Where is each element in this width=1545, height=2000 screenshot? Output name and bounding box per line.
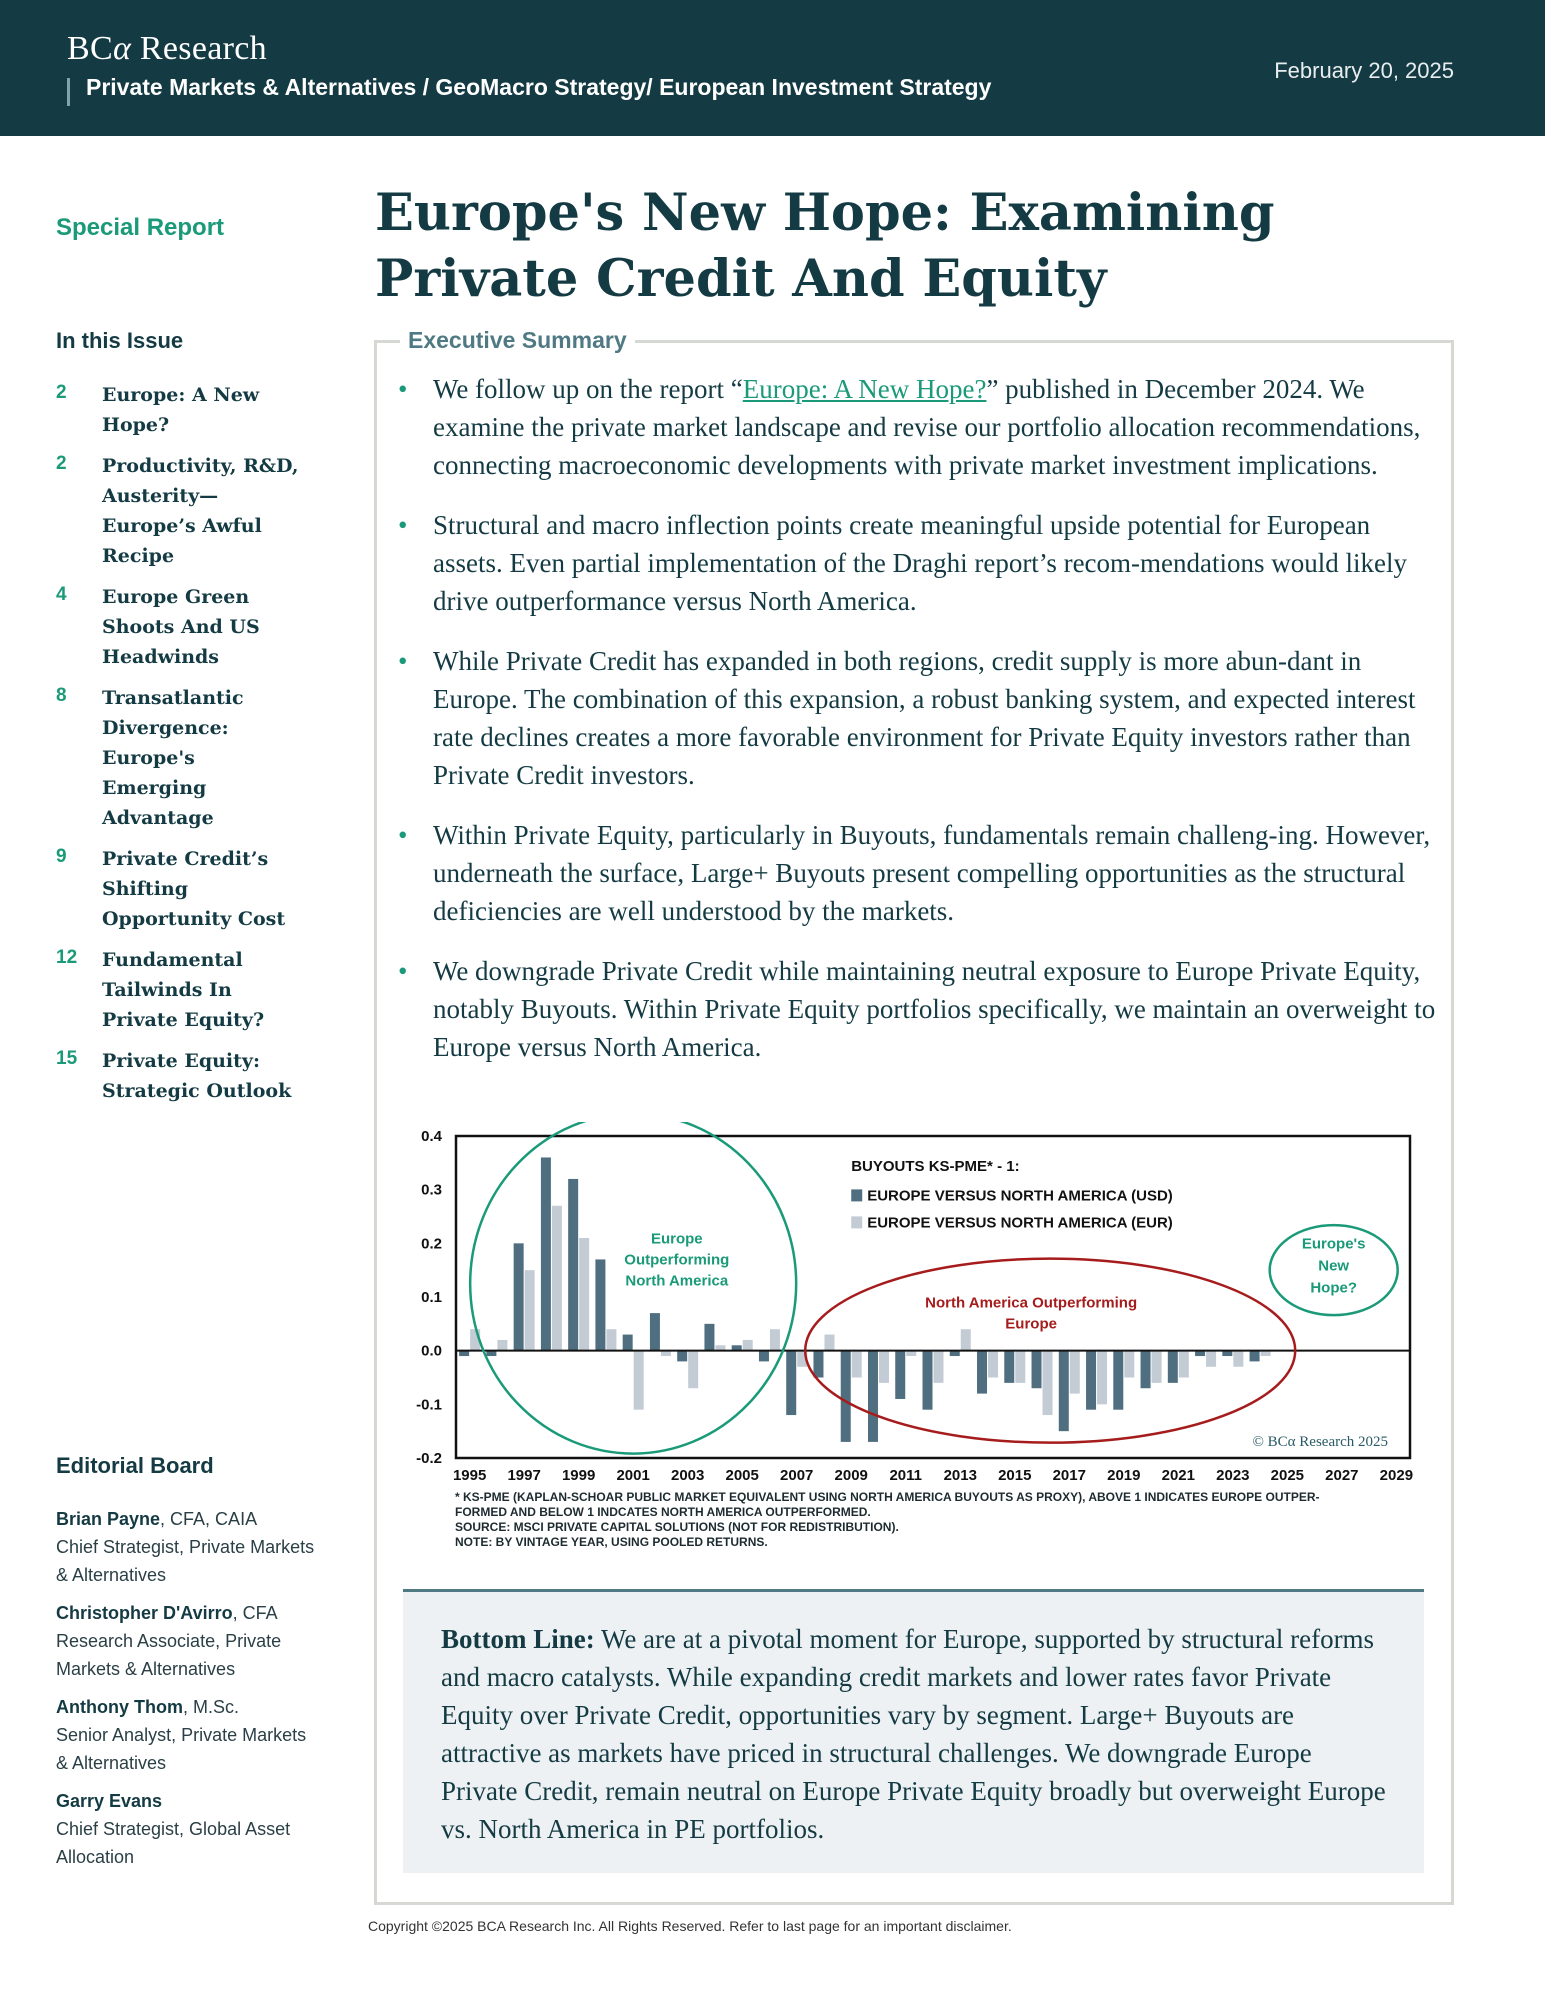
bar	[514, 1243, 524, 1350]
y-tick-label: 0.3	[421, 1181, 442, 1199]
bar	[552, 1206, 562, 1351]
bar	[770, 1329, 780, 1350]
hope-annotation: Hope?	[1310, 1279, 1358, 1297]
bar	[1059, 1351, 1069, 1432]
legend-entry: EUROPE VERSUS NORTH AMERICA (USD)	[867, 1187, 1173, 1205]
breadcrumb: Private Markets & Alternatives / GeoMacro Strategy/ European Investment Strategy	[86, 74, 992, 100]
toc-item[interactable]	[56, 451, 316, 571]
x-tick-label: 2001	[616, 1467, 650, 1484]
europe-annotation: North America	[625, 1272, 729, 1290]
member-role: Senior Analyst, Private Markets & Alternatives	[56, 1725, 307, 1773]
x-tick-label: 2015	[998, 1467, 1032, 1484]
bar	[1015, 1351, 1025, 1383]
toc-label: Europe Green Shoots And US Headwinds	[102, 586, 260, 668]
bar	[1250, 1351, 1260, 1362]
toc-item[interactable]	[56, 380, 316, 440]
copyright-notice: Copyright ©2025 BCA Research Inc. All Rights Reserved. Refer to last page for an important disclaimer.	[368, 1918, 1012, 1934]
summary-bullet: • Structural and macro inflection points create meaningful upside potential for European assets. Even partial implementation of the Draghi report’s recom-mendations would likely drive outperformance versus North America.	[398, 506, 1438, 620]
bar	[497, 1340, 507, 1351]
x-tick-label: 2013	[943, 1467, 977, 1484]
bar	[1124, 1351, 1134, 1378]
bar	[634, 1351, 644, 1410]
board-member	[56, 1787, 316, 1871]
bar	[1168, 1351, 1178, 1383]
x-tick-label: 2019	[1107, 1467, 1141, 1484]
x-tick-label: 2007	[780, 1467, 814, 1484]
x-tick-label: 2025	[1270, 1467, 1305, 1484]
x-tick-label: 2017	[1052, 1467, 1086, 1484]
executive-summary-heading: Executive Summary	[400, 327, 635, 354]
bottom-line-box	[403, 1589, 1424, 1873]
x-tick-label: 2029	[1379, 1467, 1414, 1484]
toc-label: Europe: A New Hope?	[102, 384, 260, 436]
member-credentials: , CFA	[232, 1603, 278, 1623]
bar	[1152, 1351, 1162, 1383]
toc-label: Productivity, R&D, Austerity—Europe’s Awful Recipe	[102, 455, 299, 567]
editorial-board	[56, 1505, 316, 1881]
toc-label: Fundamental Tailwinds In Private Equity?	[102, 949, 265, 1031]
chart-note: * KS-PME (KAPLAN-SCHOAR PUBLIC MARKET EQUIVALENT USING NORTH AMERICA BUYOUTS AS PROXY), ABOVE 1 INDICATES EUROPE OUTPER-	[455, 1490, 1320, 1504]
toc-label: Private Equity: Strategic Outlook	[102, 1050, 292, 1102]
chart-note: SOURCE: MSCI PRIVATE CAPITAL SOLUTIONS (NOT FOR REDISTRIBUTION).	[455, 1520, 899, 1534]
y-tick-label: -0.1	[416, 1396, 442, 1414]
toc-item[interactable]	[56, 683, 316, 833]
toc-page: 9	[56, 846, 67, 867]
toc-page: 2	[56, 382, 67, 403]
bar	[1206, 1351, 1216, 1367]
chart-note: NOTE: BY VINTAGE YEAR, USING POOLED RETURNS.	[455, 1535, 768, 1549]
bar	[813, 1351, 823, 1378]
board-member	[56, 1693, 316, 1777]
x-tick-label: 2011	[889, 1467, 923, 1484]
bar	[977, 1351, 987, 1394]
toc-page: 4	[56, 584, 67, 605]
page-header	[0, 0, 1545, 136]
member-name: Garry Evans	[56, 1791, 163, 1811]
toc-item[interactable]	[56, 844, 316, 934]
toc-page: 8	[56, 685, 67, 706]
bar	[1179, 1351, 1189, 1378]
bar	[1070, 1351, 1080, 1394]
x-tick-label: 1995	[452, 1467, 487, 1484]
bar	[1086, 1351, 1096, 1410]
summary-bullets	[398, 370, 1438, 1088]
member-role: Research Associate, Private Markets & Alternatives	[56, 1631, 282, 1679]
publication-date: February 20, 2025	[1274, 58, 1454, 83]
bar	[579, 1238, 589, 1351]
bar	[934, 1351, 944, 1383]
toc-page: 2	[56, 453, 67, 474]
toc-label: Transatlantic Divergence: Europe's Emerging Advantage	[102, 687, 244, 829]
toc-page: 15	[56, 1048, 78, 1069]
editorial-board-heading: Editorial Board	[56, 1453, 214, 1478]
bar	[1043, 1351, 1053, 1415]
hope-annotation: New	[1318, 1257, 1350, 1275]
bar	[623, 1335, 633, 1351]
x-tick-label: 2005	[725, 1467, 759, 1484]
legend-title: BUYOUTS KS-PME* - 1:	[851, 1157, 1020, 1175]
board-member	[56, 1599, 316, 1683]
hope-annotation: Europe's	[1301, 1235, 1366, 1253]
member-role: Chief Strategist, Global Asset Allocation	[56, 1819, 291, 1867]
bar	[1032, 1351, 1042, 1389]
toc-label: Private Credit’s Shifting Opportunity Cost	[102, 848, 286, 930]
toc-heading: In this Issue	[56, 328, 184, 353]
y-tick-label: 0.2	[421, 1235, 442, 1253]
x-tick-label: 2027	[1325, 1467, 1359, 1484]
bca-logo: BCα Research	[67, 30, 267, 67]
member-role: Chief Strategist, Private Markets & Alternatives	[56, 1537, 315, 1585]
bar	[1113, 1351, 1123, 1410]
y-tick-label: 0.4	[421, 1128, 442, 1145]
bullet-marker: •	[398, 820, 408, 850]
toc-item[interactable]	[56, 945, 316, 1035]
bar	[1233, 1351, 1243, 1367]
bar	[895, 1351, 905, 1399]
legend-swatch	[851, 1189, 862, 1201]
chart-watermark: © BCα Research 2025	[1252, 1434, 1388, 1450]
y-tick-label: 0.0	[421, 1342, 442, 1360]
bar	[688, 1351, 698, 1389]
summary-bullet: • While Private Credit has expanded in both regions, credit supply is more abun-dant in Europe. The combination of this expansion, a robust banking system, and expected interest rate declines creates a more favorable environment for Private Equity investors rather than Private Credit investors.	[398, 642, 1438, 794]
bar	[541, 1157, 551, 1350]
bullet-marker: •	[398, 510, 408, 540]
bar	[743, 1340, 753, 1351]
x-tick-label: 2009	[834, 1467, 868, 1484]
bar	[961, 1329, 971, 1350]
bar	[595, 1259, 605, 1350]
breadcrumb-divider	[67, 78, 70, 106]
bar	[606, 1329, 616, 1350]
bar	[759, 1351, 769, 1362]
legend-entry: EUROPE VERSUS NORTH AMERICA (EUR)	[867, 1214, 1173, 1232]
bar	[677, 1351, 687, 1362]
x-tick-label: 2003	[670, 1467, 705, 1484]
chart-note: FORMED AND BELOW 1 INDCATES NORTH AMERICA OUTPERFORMED.	[455, 1505, 871, 1519]
toc-item[interactable]	[56, 582, 316, 672]
y-tick-label: 0.1	[421, 1289, 442, 1306]
page-title: Europe's New Hope: Examining Private Credit And Equity	[375, 183, 1275, 309]
table-of-contents	[56, 380, 316, 1117]
bar	[786, 1351, 796, 1415]
x-tick-label: 1997	[507, 1467, 541, 1484]
bar	[868, 1351, 878, 1442]
bar	[568, 1179, 578, 1351]
bottom-line-label: Bottom Line:	[441, 1624, 595, 1654]
bar	[1097, 1351, 1107, 1405]
report-link[interactable]: Europe: A New Hope?	[742, 374, 987, 404]
europe-annotation: Outperforming	[624, 1251, 730, 1269]
y-tick-label: -0.2	[416, 1450, 442, 1467]
board-member	[56, 1505, 316, 1589]
member-name: Brian Payne	[56, 1509, 161, 1529]
bar	[1141, 1351, 1151, 1389]
member-credentials: , CFA, CAIA	[160, 1509, 258, 1529]
bar	[841, 1351, 851, 1442]
toc-page: 12	[56, 947, 78, 968]
member-name: Anthony Thom	[56, 1697, 183, 1717]
bar	[824, 1335, 834, 1351]
summary-bullet: • Within Private Equity, particularly in Buyouts, fundamentals remain challeng-ing. However, underneath the surface, Large+ Buyouts present compelling opportunities as the structural deficiencies are well understood by the markets.	[398, 816, 1438, 930]
summary-bullet: • We follow up on the report “Europe: A New Hope?” published in December 2024. We examine the private market landscape and revise our portfolio allocation recommendations, connecting macroeconomic developments with private market investment implications.	[398, 370, 1438, 484]
x-tick-label: 2023	[1216, 1467, 1250, 1484]
bar	[852, 1351, 862, 1378]
bar	[879, 1351, 889, 1383]
buyouts-ks-pme-chart	[400, 1122, 1430, 1502]
legend-swatch	[851, 1216, 862, 1228]
member-name: Christopher D'Avirro	[56, 1603, 233, 1623]
bar	[704, 1324, 714, 1351]
bar	[923, 1351, 933, 1410]
bar	[525, 1270, 535, 1351]
bar	[650, 1313, 660, 1351]
x-tick-label: 2021	[1161, 1467, 1196, 1484]
bullet-marker: •	[398, 956, 408, 986]
toc-item[interactable]	[56, 1046, 316, 1106]
bullet-marker: •	[398, 374, 408, 404]
chart-notes	[455, 1490, 1435, 1550]
bullet-marker: •	[398, 646, 408, 676]
bar	[988, 1351, 998, 1378]
bottom-line-text: We are at a pivotal moment for Europe, supported by structural reforms and macro catalysts. While expanding credit markets and lower rates favor Private Equity over Private Credit, opportunities vary by segment. Large+ Buyouts are attractive as markets have priced in structural challenges. We downgrade Europe Private Credit, remain neutral on Europe Private Equity broadly but overweight Europe vs. North America in PE portfolios.	[441, 1624, 1386, 1844]
north-america-annotation: North America Outperforming	[925, 1294, 1138, 1312]
member-credentials: , M.Sc.	[182, 1697, 239, 1717]
north-america-annotation: Europe	[1005, 1315, 1057, 1333]
summary-bullet: • We downgrade Private Credit while maintaining neutral exposure to Europe Private Equity, notably Buyouts. Within Private Equity portfolios specifically, we maintain an overweight to Europe versus North America.	[398, 952, 1438, 1066]
report-type-label: Special Report	[56, 214, 225, 241]
bar	[1004, 1351, 1014, 1383]
europe-annotation: Europe	[650, 1230, 703, 1248]
x-tick-label: 1999	[561, 1467, 596, 1484]
